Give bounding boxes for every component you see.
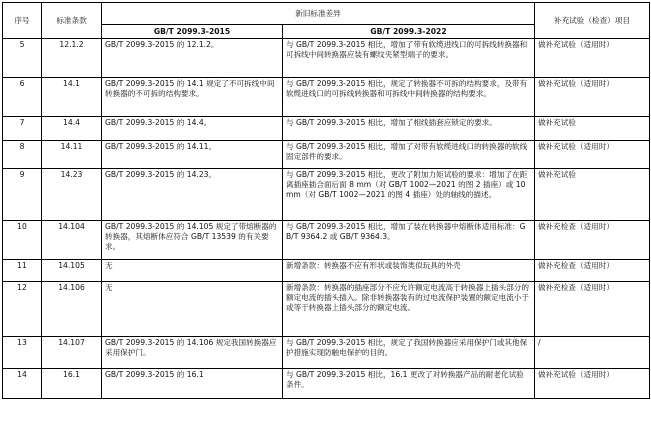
row-seq-cell: 12: [3, 282, 42, 337]
row-supplement-cell: 做补充试验: [535, 117, 650, 141]
row-new-std-cell: 新增条款：转换器不应有形状或装饰类似玩具的外壳: [283, 260, 535, 282]
row-clause-cell: 14.1: [42, 78, 102, 117]
row-supplement-cell: 做补充试验（适用时）: [535, 39, 650, 78]
row-clause-cell: 12.1.2: [42, 39, 102, 78]
row-seq-cell: 6: [3, 78, 42, 117]
table-row: [3, 221, 650, 260]
row-clause-cell: 14.11: [42, 141, 102, 169]
header-old-std: GB/T 2099.3-2015: [102, 25, 283, 39]
row-old-std-cell: GB/T 2099.3-2015 的 14.23。: [102, 169, 283, 221]
row-new-std-cell: 新增条款：转换器的插座部分不应允许额定电流高于转换器上插头部分的额定电流的插头插入。除非转换器装有的过电流保护装置的额定电流小于或等于转换器上插头部分的额定电流。: [283, 282, 535, 337]
table-row: [3, 260, 650, 282]
row-new-std-cell: 与 GB/T 2099.3-2015 相比，更改了附加力矩试验的要求：增加了在距离插座插合面后面 8 mm（对 GB/T 1002—2021 的图 2 插座）或 10 mm（对 GB/T 1002—2021 的图 4 插座）处的轴线的描述。: [283, 169, 535, 221]
row-seq-cell: 13: [3, 337, 42, 369]
row-new-std-cell: 与 GB/T 2099.3-2015 相比，增加了装在转换器中熔断体适用标准：GB/T 9364.2 或 GB/T 9364.3。: [283, 221, 535, 260]
row-old-std-cell: GB/T 2099.3-2015 的 14.4。: [102, 117, 283, 141]
row-clause-cell: 16.1: [42, 369, 102, 399]
row-clause-cell: 14.106: [42, 282, 102, 337]
header-clause: 标准条款: [42, 3, 102, 39]
row-old-std-cell: GB/T 2099.3-2015 的 14.105 规定了带熔断器的转换器，其熔断体应符合 GB/T 13539 的有关要求。: [102, 221, 283, 260]
row-supplement-cell: 做补充检查（适用时）: [535, 221, 650, 260]
row-supplement-cell: 做补充试验（适用时）: [535, 369, 650, 399]
row-clause-cell: 14.104: [42, 221, 102, 260]
table-row: [3, 282, 650, 337]
header-seq: 序号: [3, 3, 42, 39]
row-supplement-cell: 做补充试验（适用时）: [535, 141, 650, 169]
row-old-std-cell: GB/T 2099.3-2015 的 14.106 规定我国转换器应采用保护门。: [102, 337, 283, 369]
header-diff: 新旧标准差异: [102, 3, 535, 25]
table-row: [3, 39, 650, 78]
row-new-std-cell: 与 GB/T 2099.3-2015 相比，规定了我国转换器应采用保护门或其他保护措施实现防触电保护的目的。: [283, 337, 535, 369]
row-clause-cell: 14.105: [42, 260, 102, 282]
row-clause-cell: 14.4: [42, 117, 102, 141]
row-old-std-cell: GB/T 2099.3-2015 的 12.1.2。: [102, 39, 283, 78]
row-new-std-cell: 与 GB/T 2099.3-2015 相比，规定了转换器不可拆的结构要求，及带有软缆进线口的可拆线转换器和可拆线中间转换器的结构要求。: [283, 78, 535, 117]
header-new-std: GB/T 2099.3-2022: [283, 25, 535, 39]
row-seq-cell: 14: [3, 369, 42, 399]
row-supplement-cell: /: [535, 337, 650, 369]
row-supplement-cell: 做补充试验: [535, 169, 650, 221]
row-new-std-cell: 与 GB/T 2099.3-2015 相比，16.1 更改了对转换器产品的耐老化试验条件。: [283, 369, 535, 399]
row-seq-cell: 8: [3, 141, 42, 169]
row-clause-cell: 14.23: [42, 169, 102, 221]
header-supplement: 补充试验（检查）项目: [535, 3, 650, 39]
row-old-std-cell: 无: [102, 260, 283, 282]
row-seq-cell: 9: [3, 169, 42, 221]
row-seq-cell: 5: [3, 39, 42, 78]
row-supplement-cell: 做补充检查（适用时）: [535, 282, 650, 337]
row-old-std-cell: GB/T 2099.3-2015 的 14.11。: [102, 141, 283, 169]
row-new-std-cell: 与 GB/T 2099.3-2015 相比，增加了对带有软缆进线口的转换器的软线固定部件的要求。: [283, 141, 535, 169]
row-new-std-cell: 与 GB/T 2099.3-2015 相比，增加了带有软缆进线口的可拆线转换器和可拆线中间转换器应装有螺纹夹紧型端子的要求。: [283, 39, 535, 78]
row-clause-cell: 14.107: [42, 337, 102, 369]
table-row: [3, 117, 650, 141]
row-old-std-cell: GB/T 2099.3-2015 的 16.1: [102, 369, 283, 399]
row-supplement-cell: 做补充检查（适用时）: [535, 260, 650, 282]
row-seq-cell: 11: [3, 260, 42, 282]
table-row: [3, 78, 650, 117]
row-supplement-cell: 做补充试验（适用时）: [535, 78, 650, 117]
row-old-std-cell: GB/T 2099.3-2015 的 14.1 规定了不可拆线中间转换器的不可拆的结构要求。: [102, 78, 283, 117]
row-seq-cell: 10: [3, 221, 42, 260]
table-row: [3, 337, 650, 369]
standard-diff-table: [2, 2, 650, 399]
table-row: [3, 169, 650, 221]
row-old-std-cell: 无: [102, 282, 283, 337]
row-seq-cell: 7: [3, 117, 42, 141]
table-row: [3, 369, 650, 399]
row-new-std-cell: 与 GB/T 2099.3-2015 相比，增加了相线插套应锁定的要求。: [283, 117, 535, 141]
table-row: [3, 141, 650, 169]
